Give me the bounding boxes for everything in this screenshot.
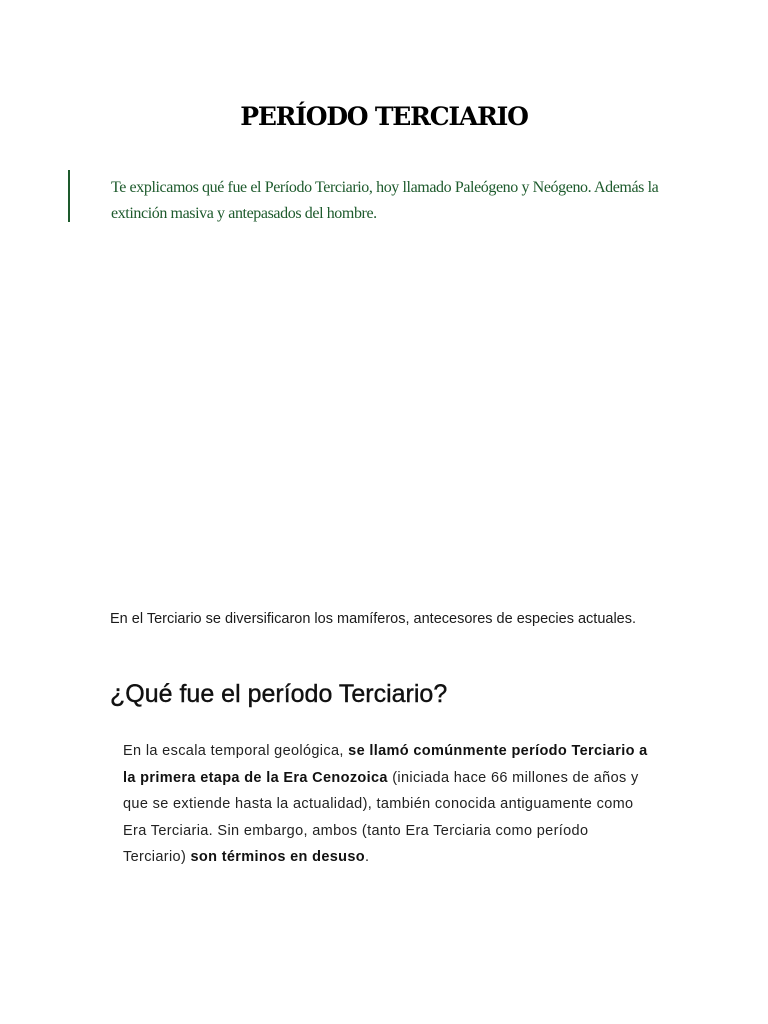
section-heading: ¿Qué fue el período Terciario? bbox=[110, 680, 448, 708]
paragraph-bold-text: se llamó comúnmente período Terciario a la primera etapa de la Era Cenozoica bbox=[123, 743, 648, 786]
lead-accent-bar bbox=[68, 170, 70, 222]
article-title: PERÍODO TERCIARIO bbox=[240, 102, 528, 131]
paragraph-text: . bbox=[365, 849, 370, 865]
paragraph-bold-text: son términos en desuso bbox=[190, 849, 365, 865]
image-caption: En el Terciario se diversificaron los mamíferos, antecesores de especies actuales. bbox=[110, 611, 637, 627]
paragraph-text: En la escala temporal geológica, bbox=[123, 743, 349, 759]
paragraph-text: (iniciada hace 66 millones de años y que se extiende hasta la actualidad), también conocida antiguamente como Era Terciaria. Sin embargo, ambos (tanto Era Terciaria como período Terciario) bbox=[123, 769, 639, 865]
article-lead: Te explicamos qué fue el Período Terciario, hoy llamado Paleógeno y Neógeno. Además la extinción masiva y antepasados del hombre. bbox=[111, 179, 659, 222]
body-paragraph bbox=[123, 738, 653, 871]
